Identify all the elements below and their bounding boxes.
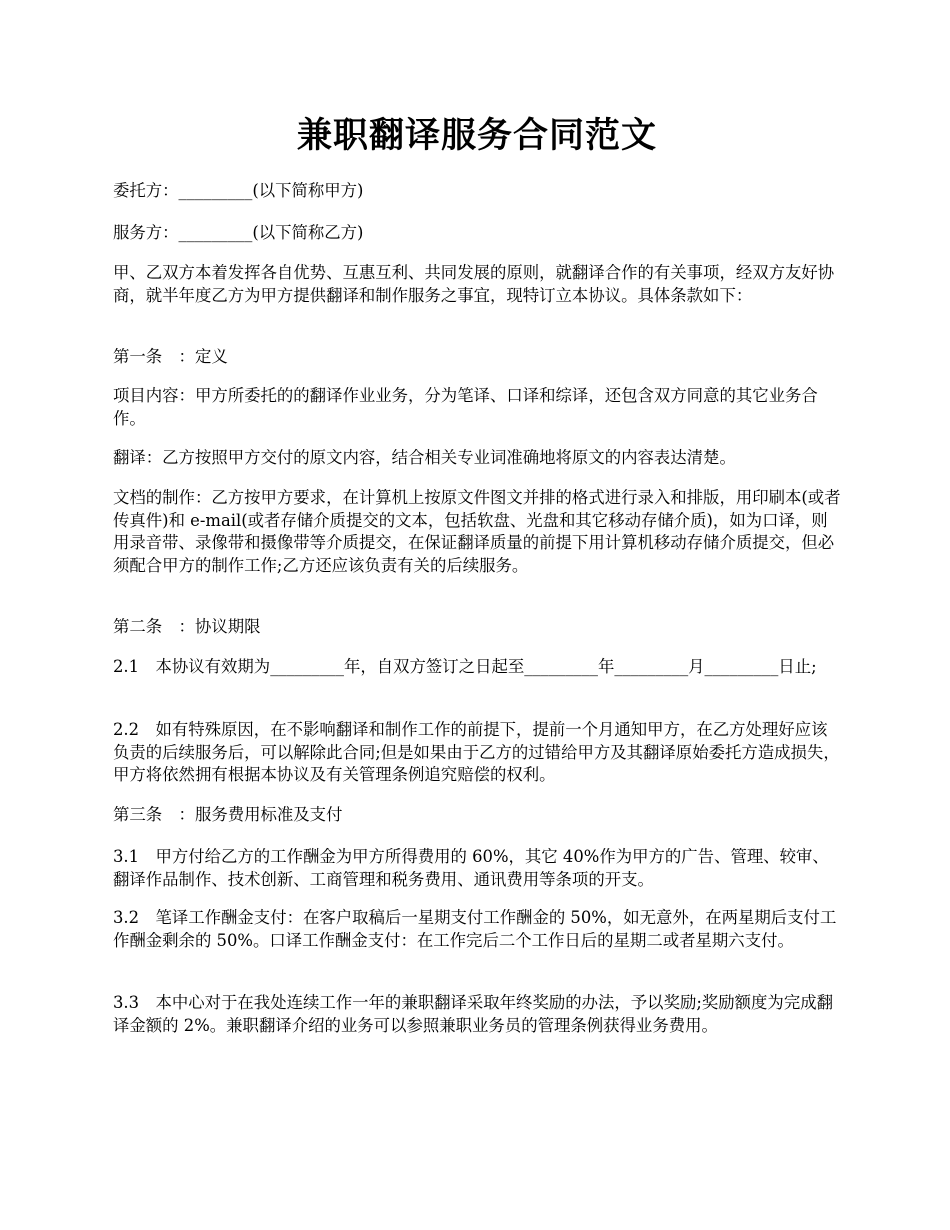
definition-document-production: 文档的制作：乙方按甲方要求，在计算机上按原文件图文并排的格式进行录入和排版，用印刷本(或者传真件)和 e-mail(或者存储介质提交的文本，包括软盘、光盘和其它移动存储介质)，如为口译，则用录音带、录像带和摄像带等介质提交，在保证翻译质量的前提下用计算机移动存储介质提交，但必须配合甲方的制作工作;乙方还应该负责有关的后续服务。 [113, 488, 841, 575]
party-b-line: 服务方：_________(以下简称乙方) [113, 223, 364, 242]
party-a-line: 委托方：_________(以下简称甲方) [113, 181, 364, 200]
article-3-heading: 第三条 ：服务费用标准及支付 [113, 805, 343, 824]
article-1-heading: 第一条 ：定义 [113, 347, 228, 366]
preamble-paragraph: 甲、乙双方本着发挥各自优势、互惠互利、共同发展的原则，就翻译合作的有关事项，经双方友好协商，就半年度乙方为甲方提供翻译和制作服务之事宜，现特订立本协议。具体条款如下： [113, 263, 835, 305]
clause-2-1: 2.1 本协议有效期为_________年，自双方签订之日起至_________年_________月_________日止; [113, 657, 817, 676]
document-title: 兼职翻译服务合同范文 [296, 115, 657, 156]
article-2-heading: 第二条 ：协议期限 [113, 617, 261, 636]
definition-translation: 翻译：乙方按照甲方交付的原文内容，结合相关专业词准确地将原文的内容表达清楚。 [113, 448, 736, 467]
definition-project-content: 项目内容：甲方所委托的的翻译作业业务，分为笔译、口译和综译，还包含双方同意的其它业务合作。 [113, 386, 818, 428]
clause-2-2: 2.2 如有特殊原因，在不影响翻译和制作工作的前提下，提前一个月通知甲方，在乙方处理好应该负责的后续服务后，可以解除此合同;但是如果由于乙方的过错给甲方及其翻译原始委托方造成损失，甲方将依然拥有根据本协议及有关管理条例追究赔偿的权利。 [113, 720, 840, 784]
clause-3-1: 3.1 甲方付给乙方的工作酬金为甲方所得费用的 60%，其它 40%作为甲方的广告、管理、较审、翻译作品制作、技术创新、工商管理和税务费用、通讯费用等条项的开支。 [113, 847, 829, 889]
clause-3-3: 3.3 本中心对于在我处连续工作一年的兼职翻译采取年终奖励的办法，予以奖励;奖励额度为完成翻译金额的 2%。兼职翻译介绍的业务可以参照兼职业务员的管理条例获得业务费用。 [113, 993, 833, 1035]
clause-3-2: 3.2 笔译工作酬金支付：在客户取稿后一星期支付工作酬金的 50%，如无意外，在两星期后支付工作酬金剩余的 50%。口译工作酬金支付：在工作完后二个工作日后的星期二或者星期六支付。 [113, 908, 837, 950]
